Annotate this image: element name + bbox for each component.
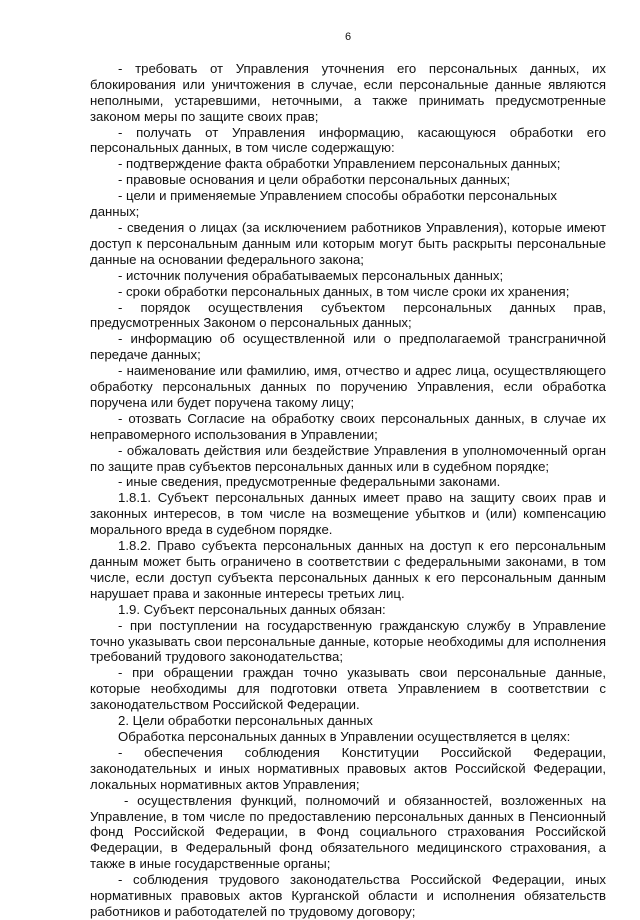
paragraph: - иные сведения, предусмотренные федеральными законами. bbox=[118, 474, 501, 490]
paragraph: - осуществления функций, полномочий и обязанностей, возложенных на Управление, в том числе по предоставлению персональных данных в Пенсионный фонд Российской Федерации, в Фонд социального страхования Российской Федерации, в Федеральный фонд обязательного медицинского страхования, а также в иные государственные органы; bbox=[90, 792, 606, 872]
paragraph: 1.8.1. Субъект персональных данных имеет право на защиту своих прав и законных интересов, в том числе на возмещение убытков и (или) компенсацию морального вреда в судебном порядке. bbox=[90, 490, 606, 538]
paragraph: - сроки обработки персональных данных, в том числе сроки их хранения; bbox=[118, 283, 570, 299]
paragraph: - порядок осуществления субъектом персональных данных прав, предусмотренных Законом о персональных данных; bbox=[90, 299, 606, 331]
paragraph: - источник получения обрабатываемых персональных данных; bbox=[118, 267, 504, 283]
paragraph: Обработка персональных данных в Управлении осуществляется в целях: bbox=[118, 728, 571, 744]
paragraph: 2. Цели обработки персональных данных bbox=[118, 713, 373, 729]
paragraph: - обеспечения соблюдения Конституции Российской Федерации, законодательных и иных нормативных правовых актов Российской Федерации, локальных нормативных актов Управления; bbox=[90, 744, 606, 792]
paragraph: - подтверждение факта обработки Управлением персональных данных; bbox=[118, 156, 561, 172]
paragraph: - обжаловать действия или бездействие Управления в уполномоченный орган по защите прав субъектов персональных данных или в судебном порядке; bbox=[90, 442, 606, 474]
paragraph: - соблюдения трудового законодательства Российской Федерации, иных нормативных правовых актов Курганской области и исполнения обязательств работников и работодателей по трудовому договору; bbox=[90, 872, 606, 919]
paragraph: - цели и применяемые Управлением способы обработки персональных данных; bbox=[90, 188, 557, 220]
paragraph: 1.9. Субъект персональных данных обязан: bbox=[118, 601, 386, 617]
page-number: 6 bbox=[344, 31, 352, 43]
paragraph: - требовать от Управления уточнения его персональных данных, их блокирования или уничтожения в случае, если персональные данные являются неполными, устаревшими, неточными, а также принимать предусмотренные законом меры по защите своих прав; bbox=[90, 60, 606, 124]
paragraph: - при обращении граждан точно указывать свои персональные данные, которые необходимы для подготовки ответа Управлением в соответствии с законодательством Российской Федерации. bbox=[90, 665, 606, 713]
paragraph: - получать от Управления информацию, касающуюся обработки его персональных данных, в том числе содержащую: bbox=[90, 124, 606, 156]
paragraph: 1.8.2. Право субъекта персональных данных на доступ к его персональным данным может быть ограничено в соответствии с федеральными законами, в том числе, если доступ субъекта персональных данных к его персональным данным нарушает права и законные интересы третьих лиц. bbox=[90, 538, 606, 601]
paragraph: - наименование или фамилию, имя, отчество и адрес лица, осуществляющего обработку персональных данных по поручению Управления, если обработка поручена или будет поручена такому лицу; bbox=[90, 363, 606, 410]
paragraph: - правовые основания и цели обработки персональных данных; bbox=[118, 172, 511, 188]
paragraph: - информацию об осуществленной или о предполагаемой трансграничной передаче данных; bbox=[90, 331, 606, 363]
paragraph: - сведения о лицах (за исключением работников Управления), которые имеют доступ к персональным данным или которым могут быть раскрыты персональные данные на основании федерального закона; bbox=[90, 219, 606, 267]
document-body bbox=[90, 61, 606, 920]
paragraph: - отозвать Согласие на обработку своих персональных данных, в случае их неправомерного использования в Управлении; bbox=[90, 410, 606, 442]
paragraph: - при поступлении на государственную гражданскую службу в Управление точно указывать свои персональные данные, которые необходимы для исполнения требований трудового законодательства; bbox=[90, 617, 606, 665]
